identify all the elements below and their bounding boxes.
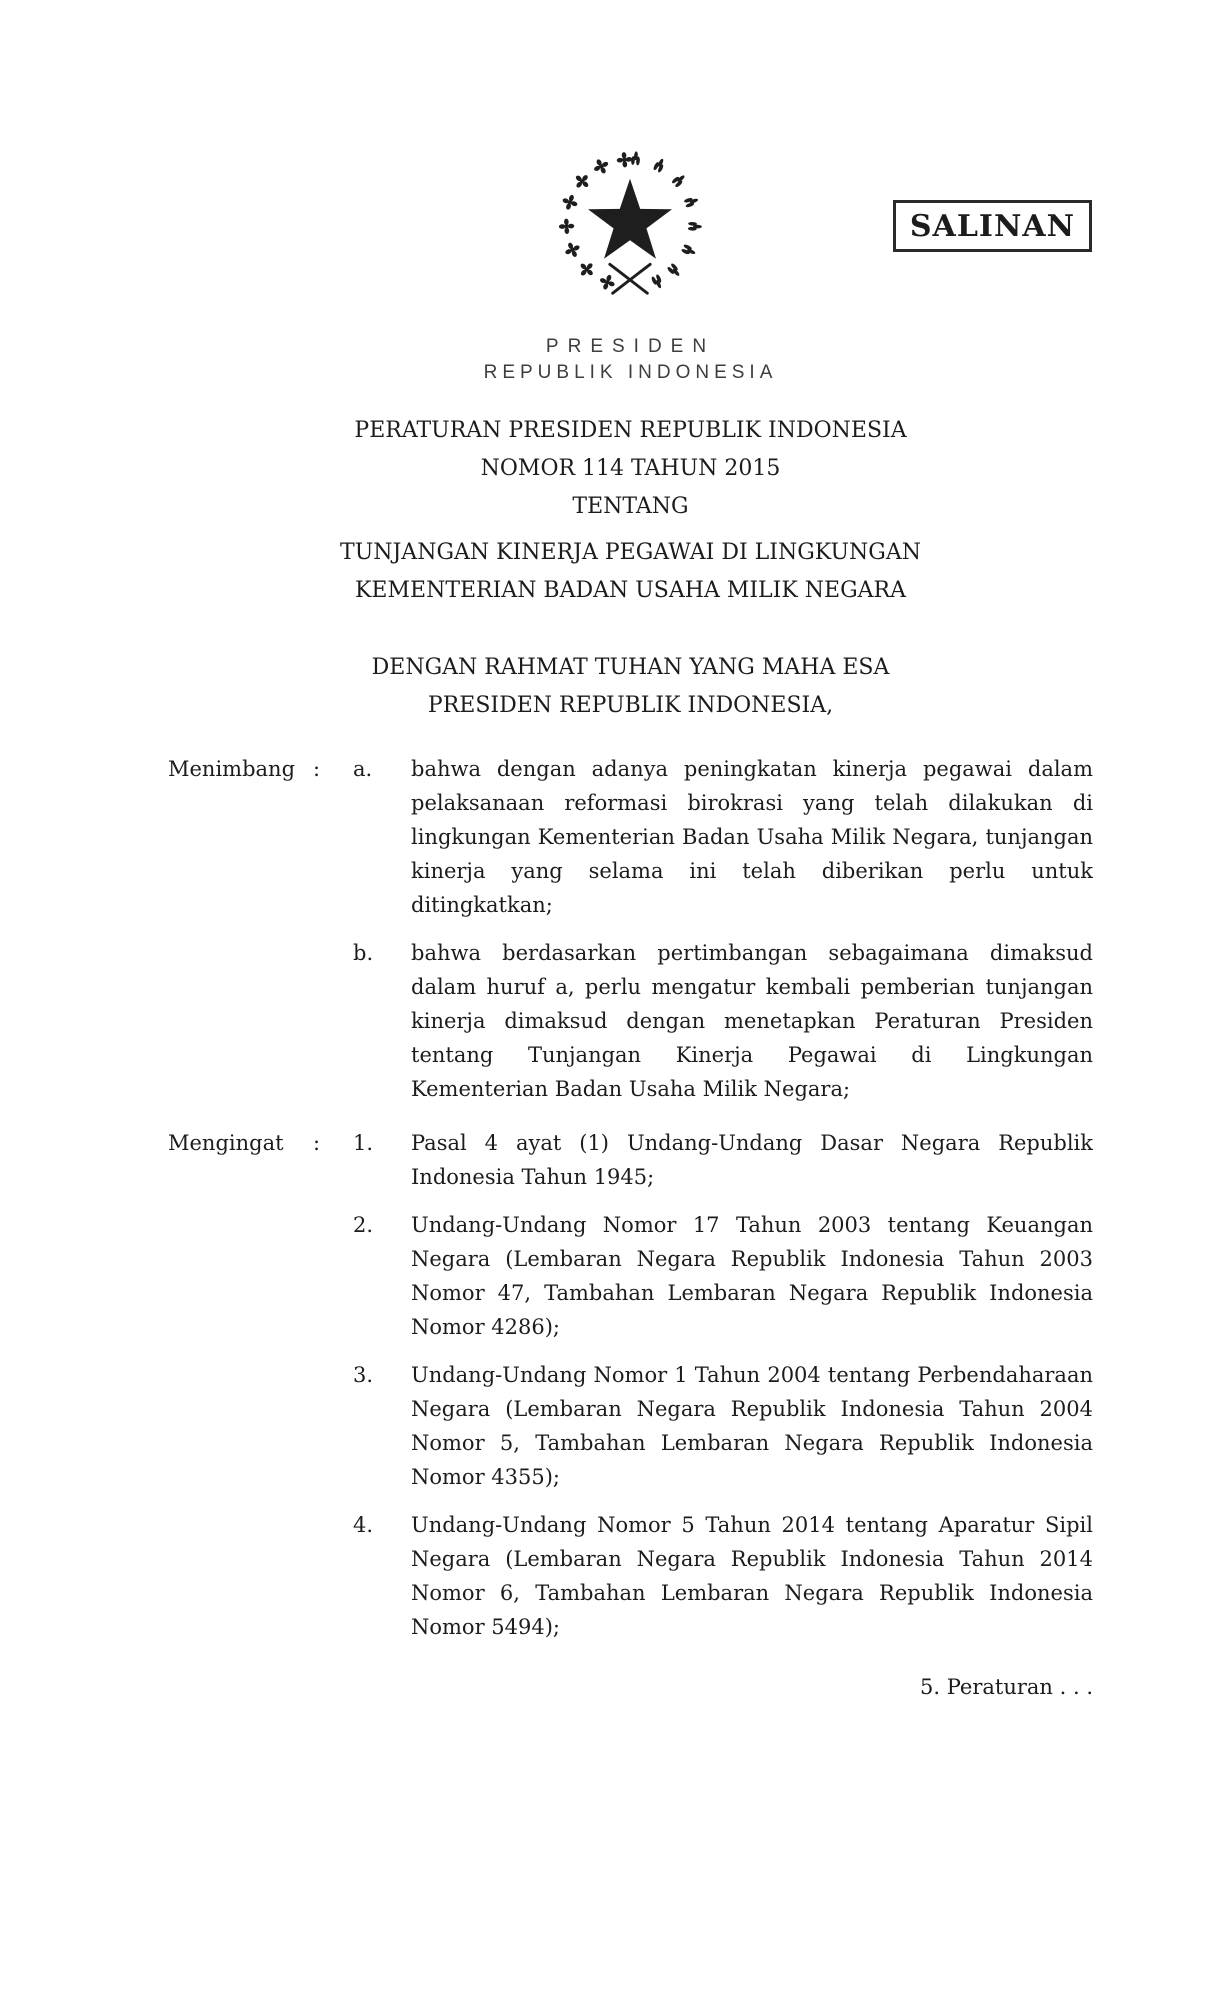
- title-tentang: TENTANG: [572, 494, 689, 519]
- menimbang-label: Menimbang: [168, 757, 296, 781]
- item-text: Undang-Undang Nomor 17 Tahun 2003 tentang Keuangan Negara (Lembaran Negara Republik Indonesia Tahun 2003 Nomor 47, Tambahan Lembaran Negara Republik Indonesia Nomor 4286);: [411, 1213, 1093, 1339]
- title-number-year: NOMOR 114 TAHUN 2015: [480, 456, 781, 481]
- regulation-title: [168, 412, 1093, 610]
- menimbang-colon: :: [313, 757, 321, 781]
- item-marker: 1.: [353, 1131, 374, 1155]
- item-marker: a.: [353, 757, 373, 781]
- list-item: [353, 1358, 1093, 1494]
- mengingat-label: Mengingat: [168, 1131, 284, 1155]
- list-item: [353, 936, 1093, 1106]
- list-item: [353, 1126, 1093, 1194]
- letterhead-presiden: PRESIDEN: [545, 336, 716, 357]
- item-marker: 3.: [353, 1363, 374, 1387]
- item-text: Pasal 4 ayat (1) Undang-Undang Dasar Negara Republik Indonesia Tahun 1945;: [411, 1131, 1093, 1189]
- salinan-label: SALINAN: [909, 208, 1076, 244]
- mengingat-items: [353, 1126, 1093, 1644]
- list-item: [353, 1508, 1093, 1644]
- title-subject-line1: TUNJANGAN KINERJA PEGAWAI DI LINGKUNGAN: [340, 540, 921, 565]
- mengingat-colon: :: [313, 1131, 321, 1155]
- catchword: 5. Peraturan . . .: [920, 1675, 1093, 1699]
- title-regulation-type: PERATURAN PRESIDEN REPUBLIK INDONESIA: [354, 418, 907, 443]
- authority-line: PRESIDEN REPUBLIK INDONESIA,: [427, 693, 834, 718]
- letterhead-republik-indonesia: REPUBLIK INDONESIA: [483, 362, 778, 383]
- item-marker: 2.: [353, 1213, 374, 1237]
- list-item: [353, 1208, 1093, 1344]
- section-mengingat: [168, 1126, 1093, 1644]
- invocation-line: DENGAN RAHMAT TUHAN YANG MAHA ESA: [371, 655, 890, 680]
- item-text: bahwa berdasarkan pertimbangan sebagaimana dimaksud dalam huruf a, perlu mengatur kembali pemberian tunjangan kinerja dimaksud dengan menetapkan Peraturan Presiden tentang Tunjangan Kinerja Pegawai di Lingkungan Kementerian Badan Usaha Milik Negara;: [411, 941, 1093, 1101]
- title-subject-line2: KEMENTERIAN BADAN USAHA MILIK NEGARA: [354, 578, 906, 603]
- item-marker: 4.: [353, 1513, 374, 1537]
- list-item: [353, 752, 1093, 922]
- menimbang-items: [353, 752, 1093, 1106]
- item-marker: b.: [353, 941, 374, 965]
- item-text: Undang-Undang Nomor 1 Tahun 2004 tentang Perbendaharaan Negara (Lembaran Negara Republik Indonesia Tahun 2004 Nomor 5, Tambahan Lembaran Negara Republik Indonesia Nomor 4355);: [411, 1363, 1093, 1489]
- section-menimbang: [168, 752, 1093, 1106]
- item-text: Undang-Undang Nomor 5 Tahun 2014 tentang Aparatur Sipil Negara (Lembaran Negara Republik Indonesia Tahun 2014 Nomor 6, Tambahan Lembaran Negara Republik Indonesia Nomor 5494);: [411, 1513, 1093, 1639]
- item-text: bahwa dengan adanya peningkatan kinerja pegawai dalam pelaksanaan reformasi birokrasi yang telah dilakukan di lingkungan Kementerian Badan Usaha Milik Negara, tunjangan kinerja yang selama ini telah diberikan perlu untuk ditingkatkan;: [411, 757, 1093, 917]
